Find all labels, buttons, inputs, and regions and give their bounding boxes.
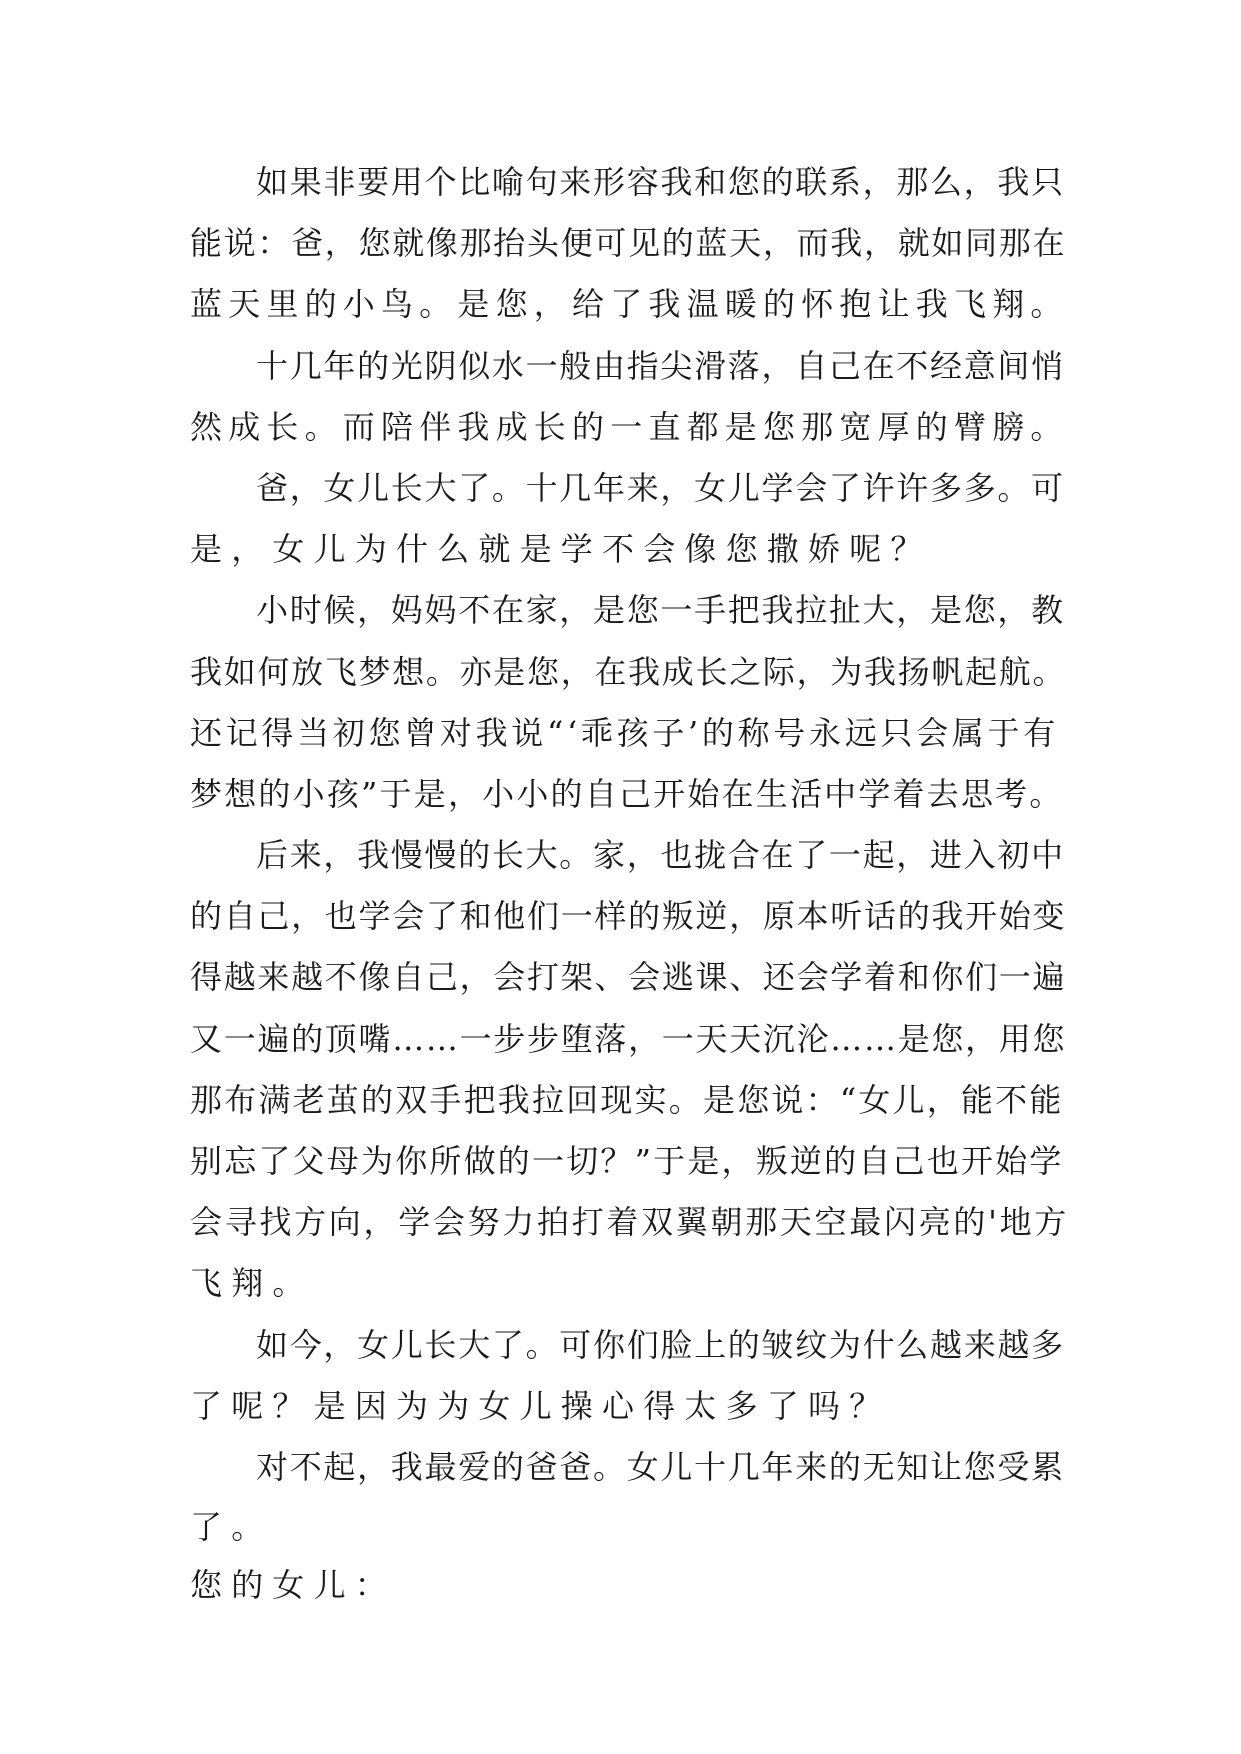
text-line: 小时候，妈妈不在家，是您一手把我拉扯大，是您，教 [256,591,1065,630]
text-line: 得越来越不像自己，会打架、会逃课、还会学着和你们一遍 [190,958,1067,997]
letter-body [190,152,1070,1614]
signature-line: 您的女儿： [190,1566,397,1605]
text-line: 的自己，也学会了和他们一样的叛逆，原本听话的我开始变 [190,897,1067,936]
text-line: 后来，我慢慢的长大。家，也拢合在了一起，进入初中 [256,836,1065,875]
text-line: 蓝天里的小鸟。是您，给了我温暖的怀抱让我飞翔。 [190,285,1069,324]
text-line: 对不起，我最爱的爸爸。女儿十几年来的无知让您受累 [256,1447,1065,1486]
text-line: 飞翔。 [190,1264,314,1303]
text-line: 如今，女儿长大了。可你们脸上的皱纹为什么越来越多 [256,1325,1065,1364]
text-line: 了。 [190,1508,273,1547]
text-line: 会寻找方向，学会努力拍打着双翼朝那天空最闪亮的'地方 [190,1203,1069,1242]
text-line: 爸，女儿长大了。十几年来，女儿学会了许许多多。可 [256,468,1065,507]
text-line: 那布满老茧的双手把我拉回现实。是您说：“女儿，能不能 [190,1080,1064,1119]
text-line: 如果非要用个比喻句来形容我和您的联系，那么，我只 [256,163,1065,201]
text-line: 我如何放飞梦想。亦是您，在我成长之际，为我扬帆起航。 [190,652,1067,691]
text-line: 是，女儿为什么就是学不会像您撒娇呢？ [190,530,932,569]
text-line: 梦想的小孩”于是，小小的自己开始在生活中学着去思考。 [190,774,1064,813]
text-line: 能说：爸，您就像那抬头便可见的蓝天，而我，就如同那在 [190,224,1067,263]
text-line: 又一遍的顶嘴……一步步堕落，一天天沉沦……是您，用您 [190,1019,1067,1058]
text-line: 然成长。而陪伴我成长的一直都是您那宽厚的臂膀。 [190,407,1069,446]
text-line: 了呢？是因为为女儿操心得太多了吗？ [190,1386,891,1425]
text-line: 还记得当初您曾对我说“‘乖孩子’的称号永远只会属于有 [190,713,1059,752]
text-line: 别忘了父母为你所做的一切？”于是，叛逆的自己也开始学 [190,1142,1064,1180]
text-line: 十几年的光阴似水一般由指尖滑落，自己在不经意间悄 [256,346,1065,385]
